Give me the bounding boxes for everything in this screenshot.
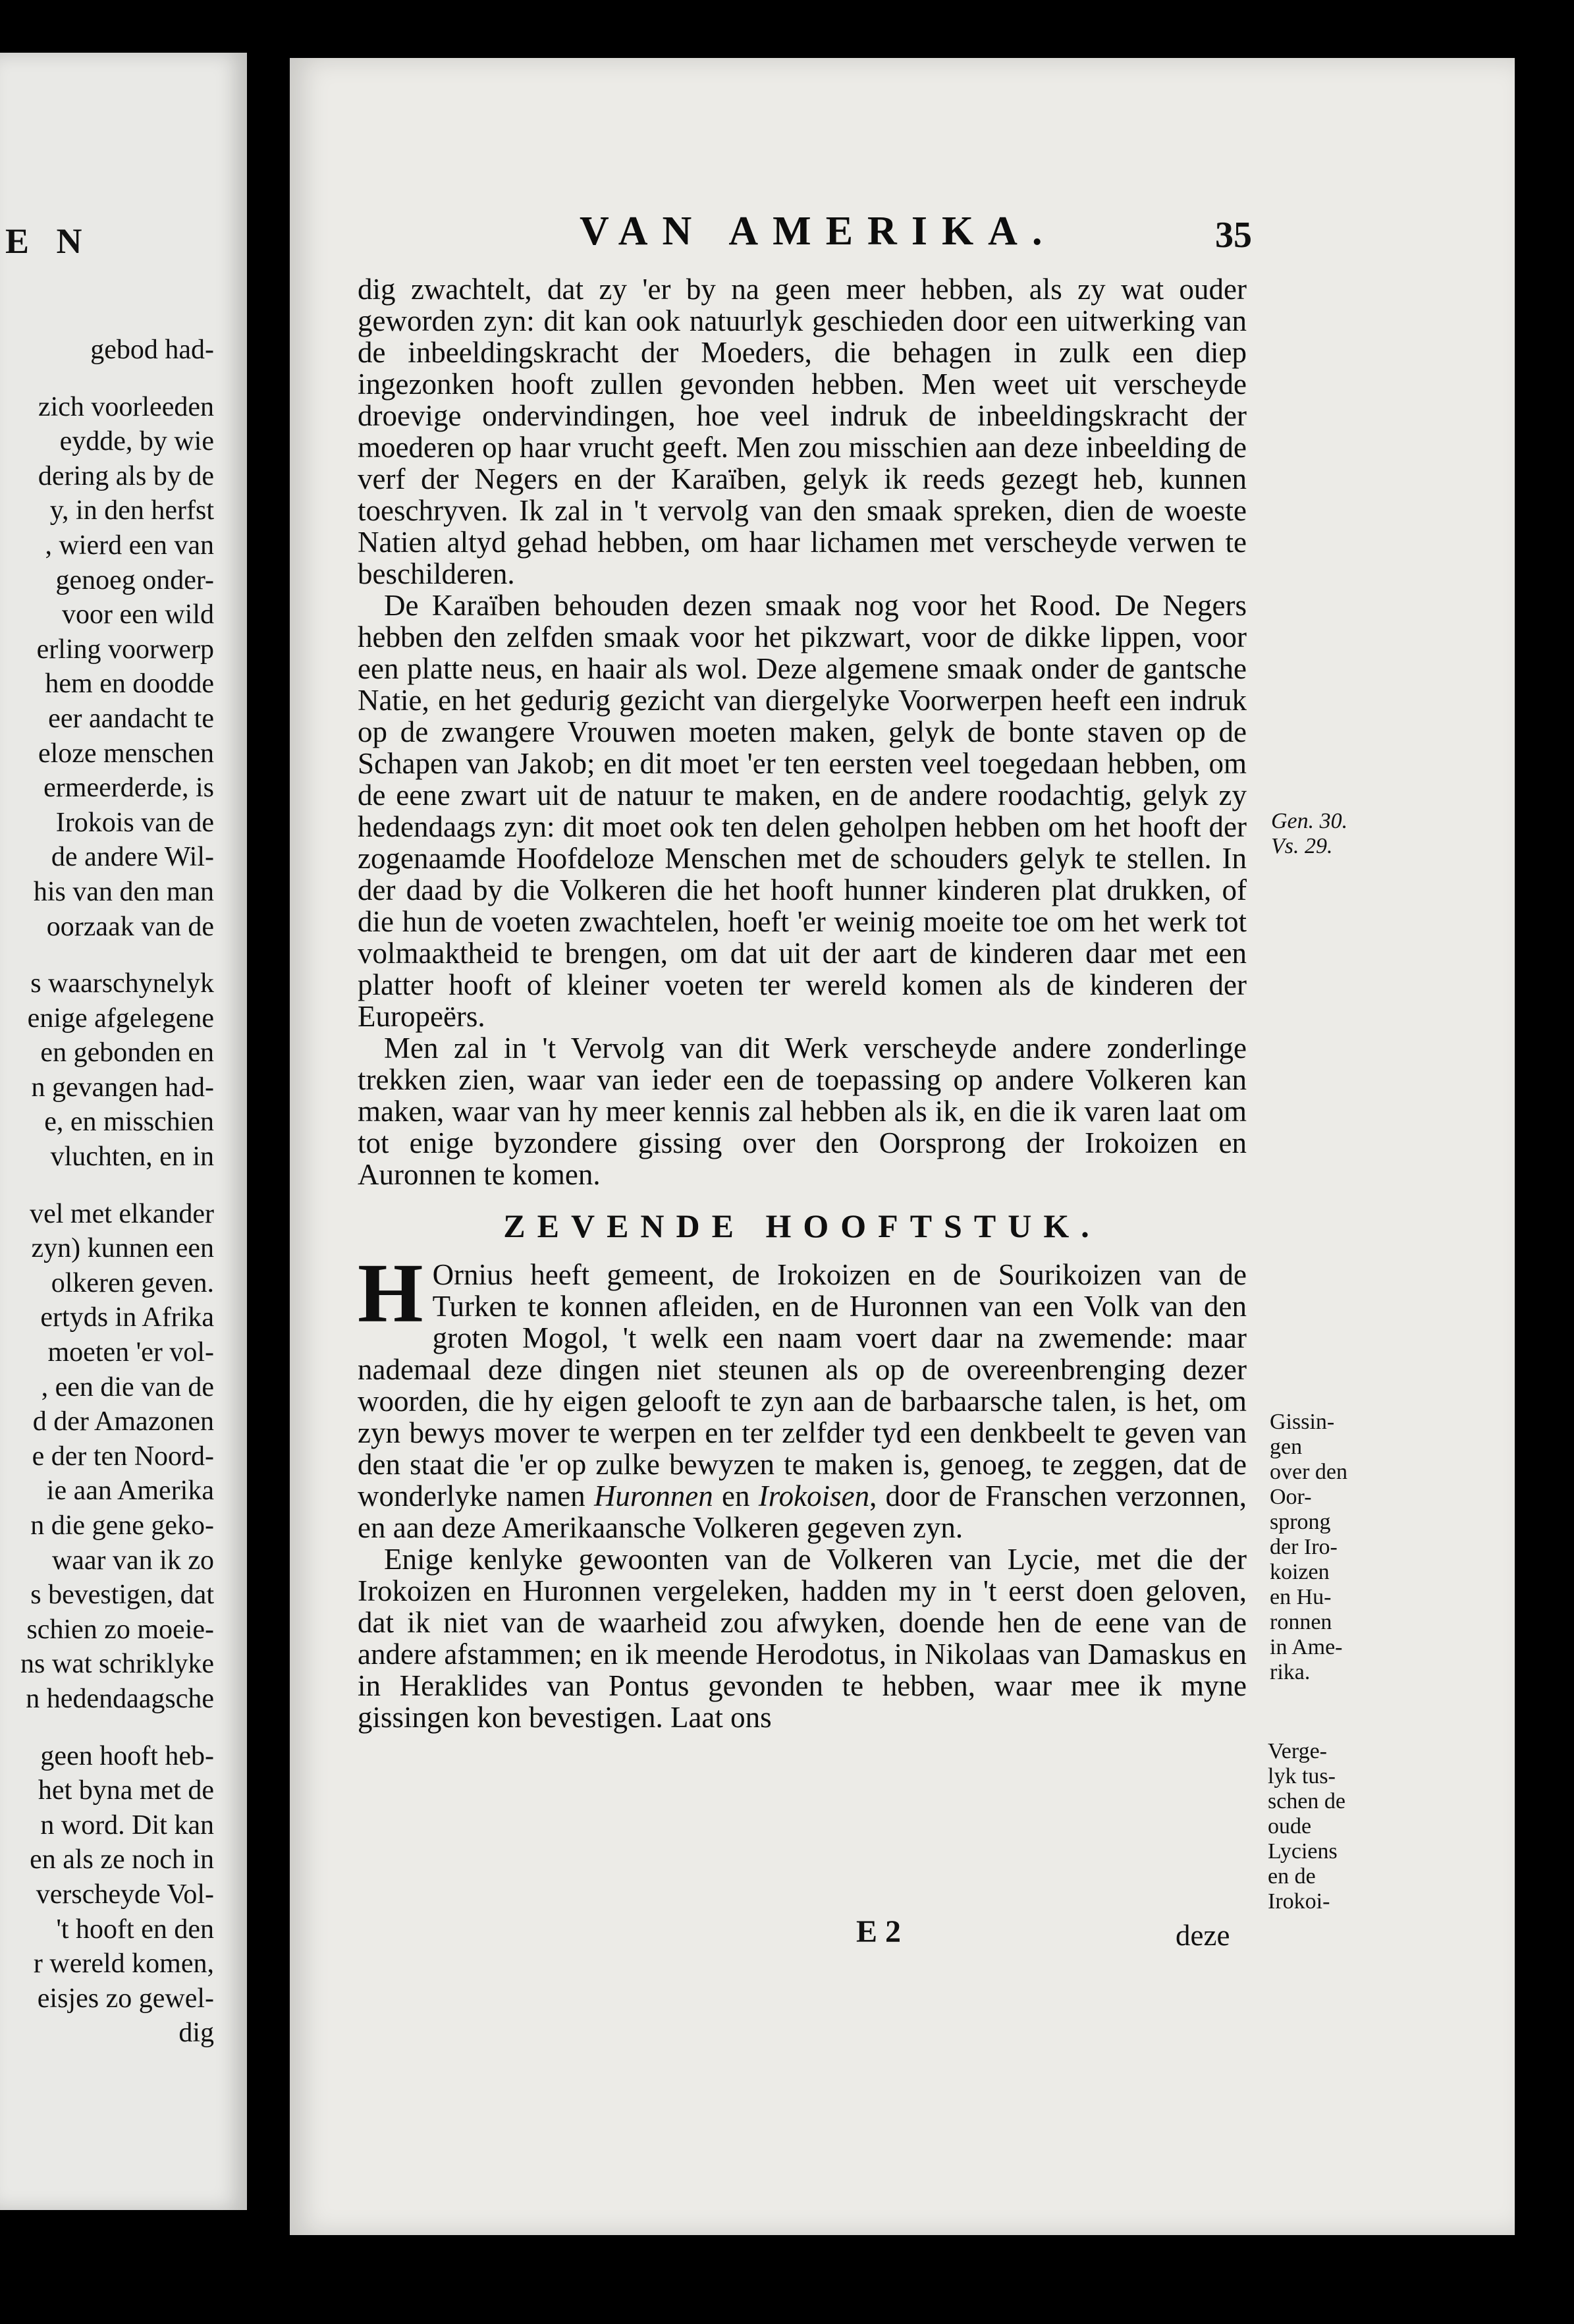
margin-note-vergelyk [1268, 1739, 1367, 1914]
text-line: en gebonden en [40, 1038, 214, 1068]
text-line: eer aandacht te [48, 703, 214, 734]
text-line: de andere Wil- [51, 842, 214, 873]
paragraph-3: Men zal in 't Vervolg van dit Werk verscheyde andere zonderlinge trekken zien, waar van ieder een de toepassing op andere Volkeren kan maken, waar van hy meer kennis zal hebben als ik, en die ik varen laat om tot enige byzondere gissing over den Oorsprong der Irokoizen en Auronnen te komen. [358, 1032, 1247, 1191]
text-line: oorzaak van de [46, 911, 214, 942]
text-line: hem en doodde [45, 669, 214, 700]
text-line: zich voorleeden [38, 391, 214, 422]
margin-note-line: Verge- [1268, 1739, 1327, 1763]
margin-note-line: rika. [1270, 1660, 1311, 1684]
text-line: zyn) kunnen een [31, 1233, 214, 1264]
margin-note-line: koizen [1270, 1560, 1330, 1584]
margin-note-line: ronnen [1270, 1610, 1332, 1634]
text-line: olkeren geven. [51, 1267, 214, 1298]
text-line: n word. Dit kan [40, 1810, 214, 1840]
text-line: dering als by de [38, 460, 214, 491]
text-line: gebod had- [90, 335, 214, 365]
text-line: Irokois van de [55, 807, 214, 838]
text-line: verscheyde Vol- [36, 1879, 214, 1910]
italic-name-huronnen: Huronnen [593, 1480, 713, 1512]
text-line [0, 944, 214, 966]
margin-note-line: Lyciens [1268, 1839, 1338, 1864]
text-line [0, 368, 214, 390]
text-line [0, 1717, 214, 1739]
margin-note-line: sprong [1270, 1510, 1331, 1534]
margin-note-gissingen [1270, 1410, 1369, 1685]
paragraph-2: De Karaïben behouden dezen smaak nog voor het Rood. De Negers hebben den zelfden smaak voor het pikzwart, voor de dikke lippen, voor een platte neus, en haair als wol. Deze algemene smaak onder de gantsche Natie, en het gedurig gezicht van diergelyke Voorwerpen heeft een indruk op de zwangere Vrouwen moeten maken, gelyk de bonte staven op de Schapen van Jakob; en dit moet 'er ten eersten veel toegedaan hebben, om de eene zwart uit de natuur te maken, en de andere roodachtig, gelyk zy hedendaags zyn: dit moet ook ten delen geholpen hebben om het hooft der zogenaamde Hoofdeloze Menschen met de schouders gelyk te stellen. In der daad by die Volkeren die het hooft hunner kinderen plat drukken, of die hun de voeten zwachtelen, hoeft 'er weinig moeite toe om het werk tot volmaaktheid te brengen, om dat uit der aart de kinderen daar met een platter hooft of kleiner voeten ter wereld komen als de kinderen der Europeërs. [358, 589, 1247, 1033]
margin-note-line: over den [1270, 1460, 1348, 1484]
drop-cap: H [358, 1246, 423, 1340]
margin-note-line: Vs. 29. [1271, 834, 1333, 858]
margin-note-line: lyk tus- [1268, 1764, 1336, 1788]
text-line: erling voorwerp [36, 634, 214, 665]
paragraph-5: Enige kenlyke gewoonten van de Volkeren van Lycie, met die der Irokoizen en Huronnen vergeleken, hadden my in 't eerst doen geloven, dat ik niet van de waarheid zou afwyken, doende hen de eene van de andere afstammen; en ik meende Herodotus, in Nikolaas van Damaskus en in Heraklides van Pontus gevonden te hebben, waar mee ik myne gissingen kon bevestigen. Laat ons [358, 1543, 1247, 1734]
text-line: geen hooft heb- [40, 1740, 214, 1771]
text-line: vel met elkander [30, 1198, 214, 1229]
text-line: y, in den herfst [49, 495, 214, 526]
text-line: n die gene geko- [30, 1510, 214, 1541]
text-line: genoeg onder- [55, 565, 214, 595]
text-line: 't hooft en den [56, 1914, 214, 1945]
margin-note-genesis [1271, 809, 1347, 859]
text-line: en als ze noch in [30, 1844, 214, 1875]
margin-note-line: en de [1268, 1864, 1316, 1889]
text-line: n gevangen had- [31, 1072, 214, 1103]
margin-note-line: en Hu- [1270, 1585, 1332, 1609]
text-line: eloze menschen [38, 738, 214, 769]
page-text-column [358, 273, 1247, 1733]
text-line: dig [178, 2018, 214, 2049]
text-line: het byna met de [38, 1775, 214, 1806]
page-number: 35 [1215, 215, 1252, 256]
signature-mark: E 2 [856, 1914, 902, 1949]
margin-note-line: Irokoi- [1268, 1889, 1330, 1914]
margin-note-line: Gen. 30. [1271, 809, 1348, 833]
paragraph-4 [358, 1246, 1247, 1544]
text-line: ermeerderde, is [43, 773, 214, 804]
paragraph-4-text-a: Ornius heeft gemeent, de Irokoizen en de Sourikoizen van de Turken te konnen afleiden, en de Huronnen van een Volk van den groten Mogol, 't welk een naam voert daar na zwemende: maar nademaal deze dingen niet steunen als op de overeenbrenging dezer woorden, die hy eigen gelooft te zyn aan de barbaarsche talen, is het, om zyn bewys mover te werpen en ter zelfder tyd een denkbeelt te geven van den staat die 'er op zulke bewyzen te maken is, genoeg, te zeggen, dat de wonderlyke namen [358, 1258, 1247, 1512]
text-line: d der Amazonen [32, 1406, 214, 1437]
text-line: ns wat schriklyke [20, 1649, 214, 1680]
margin-note-line: der Iro- [1270, 1535, 1338, 1559]
running-head: VAN AMERIKA. [580, 209, 1057, 254]
text-line: s waarschynelyk [30, 968, 214, 999]
text-line: schien zo moeie- [26, 1614, 214, 1645]
margin-note-line: gen [1270, 1435, 1303, 1459]
text-line: r wereld komen, [33, 1949, 214, 1979]
text-line: e, en misschien [44, 1107, 214, 1138]
text-line: s bevestigen, dat [30, 1580, 214, 1611]
text-line: voor een wild [62, 599, 214, 630]
chapter-title: ZEVENDE HOOFTSTUK. [503, 1207, 1101, 1244]
text-line: waar van ik zo [51, 1545, 214, 1576]
margin-note-line: Gissin- [1270, 1410, 1335, 1434]
previous-page-fragment [0, 53, 247, 2210]
paragraph-4-text-b: en [713, 1480, 759, 1512]
text-line: moeten 'er vol- [47, 1337, 214, 1368]
margin-note-line: in Ame- [1270, 1635, 1343, 1659]
margin-note-line: oude [1268, 1814, 1312, 1839]
text-line: e der ten Noord- [32, 1441, 214, 1472]
text-line: ertyds in Afrika [40, 1302, 214, 1333]
text-line: vluchten, en in [50, 1142, 214, 1173]
paragraph-1: dig zwachtelt, dat zy 'er by na geen meer hebben, als zy wat ouder geworden zyn: dit kan ook natuurlyk geschieden door een uitwerking van de inbeeldingskracht der Moeders, die behagen in zulk een diep ingezonken hooft zullen gevonden hebben. Men weet uit verscheyde droevige ondervindingen, hoe veel indruk de inbeeldingskracht der moederen op haar vrucht geeft. Men zou misschien aan deze inbeelding de verf der Negers en der Karaïben, gelyk ik reeds gezegt heb, kunnen toeschryven. Ik zal in 't vervolg van den smaak spreken, dien de woeste Natien altyd gehad hebben, om haar lichamen met verscheyde verwen te beschilderen. [358, 273, 1247, 590]
paragraph-4-text-c: , door de Franschen verzonnen, en aan deze Amerikaansche Volkeren gegeven zyn. [358, 1480, 1247, 1544]
text-line: eisjes zo gewel- [37, 1983, 214, 2014]
margin-note-line: Oor- [1270, 1485, 1312, 1509]
text-line: enige afgelegene [27, 1003, 214, 1034]
text-line: , een die van de [41, 1371, 214, 1402]
italic-name-irokoisen: Irokoisen [758, 1480, 870, 1512]
text-line: , wierd een van [45, 530, 214, 561]
margin-note-line: schen de [1268, 1789, 1346, 1813]
text-line: n hedendaagsche [26, 1683, 214, 1714]
text-line: his van den man [33, 876, 214, 907]
previous-page-header: E N [5, 221, 92, 261]
catchword: deze [1176, 1919, 1230, 1952]
text-line [0, 1175, 214, 1197]
text-line: ie aan Amerika [46, 1476, 214, 1507]
previous-page-text [0, 333, 214, 2051]
text-line: eydde, by wie [59, 426, 214, 457]
